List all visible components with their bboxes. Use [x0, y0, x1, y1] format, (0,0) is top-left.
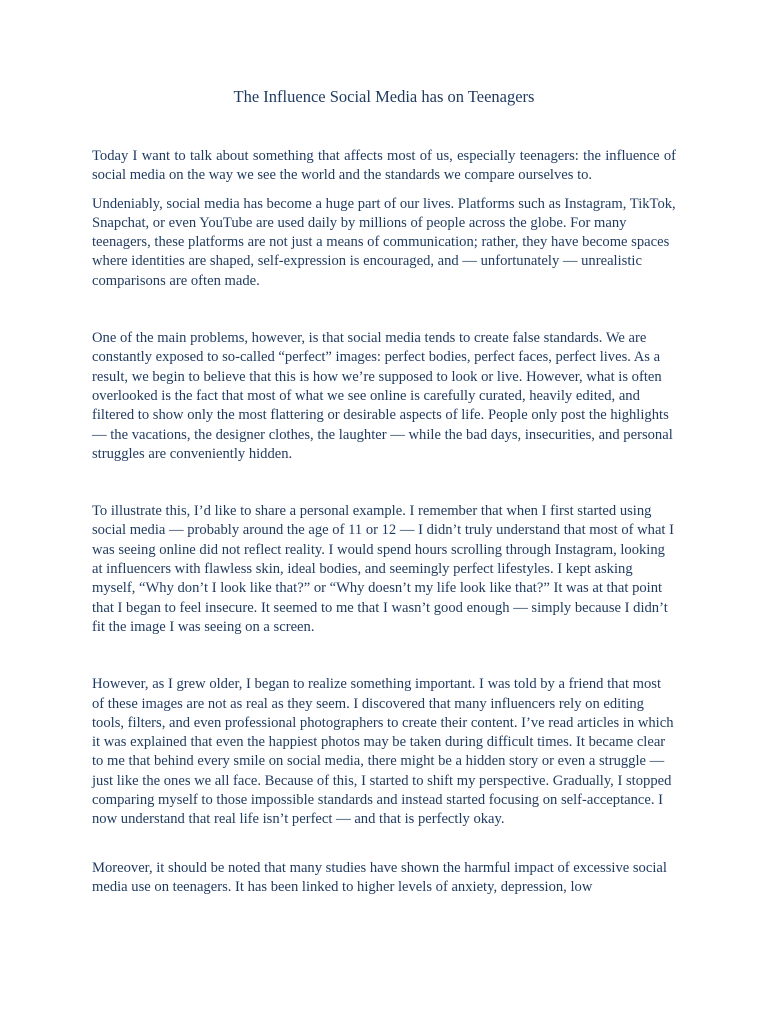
- paragraph-studies: Moreover, it should be noted that many studies have shown the harmful impact of excessive social media use on teenagers. It has been linked to higher levels of anxiety, depression, low: [92, 859, 667, 895]
- document-title: The Influence Social Media has on Teenagers: [233, 87, 535, 106]
- paragraph-false-standards: One of the main problems, however, is that social media tends to create false standards. We are constantly exposed to so-called “perfect” images: perfect bodies, perfect faces, perfect lives. As a result, we begin to believe that this is how we’re supposed to look or live. However, what is often overlooked is the fact that most of what we see online is carefully curated, heavily edited, and filtered to show only the most flattering or desirable aspects of life. People only post the highlights — the vacations, the designer clothes, the laughter — while the bad days, insecurities, and personal struggles are conveniently hidden.: [92, 330, 673, 462]
- paragraph-intro: Today I want to talk about something that affects most of us, especially teenagers: the influence of social media on the way we see the world and the standards we compare ourselves to.: [92, 148, 676, 184]
- paragraph-personal-example: To illustrate this, I’d like to share a personal example. I remember that when I first started using social media — probably around the age of 11 or 12 — I didn’t truly understand that most of what I was seeing online did not reflect reality. I would spend hours scrolling through Instagram, looking at influencers with flawless skin, ideal bodies, and seemingly perfect lifestyles. I kept asking myself, “Why don’t I look like that?” or “Why doesn’t my life look like that?” It was at that point that I began to feel insecure. It seemed to me that I wasn’t good enough — simply because I didn’t fit the image I was seeing on a screen.: [92, 503, 674, 635]
- document-body: [92, 147, 676, 897]
- paragraph-social-media-role: Undeniably, social media has become a huge part of our lives. Platforms such as Instagram, TikTok, Snapchat, or even YouTube are used daily by millions of people across the globe. For many teenagers, these platforms are not just a means of communication; rather, they have become spaces where identities are shaped, self-expression is encouraged, and — unfortunately — unrealistic comparisons are often made.: [92, 195, 676, 289]
- paragraph-realization: However, as I grew older, I began to realize something important. I was told by a friend that most of these images are not as real as they seem. I discovered that many influencers rely on editing tools, filters, and even professional photographers to create their content. I’ve read articles in which it was explained that even the happiest photos may be taken during difficult times. It became clear to me that behind every smile on social media, there might be a hidden story or even a struggle — just like the ones we all face. Because of this, I started to shift my perspective. Gradually, I stopped comparing myself to those impossible standards and instead started focusing on self-acceptance. I now understand that real life isn’t perfect — and that is perfectly okay.: [92, 676, 674, 828]
